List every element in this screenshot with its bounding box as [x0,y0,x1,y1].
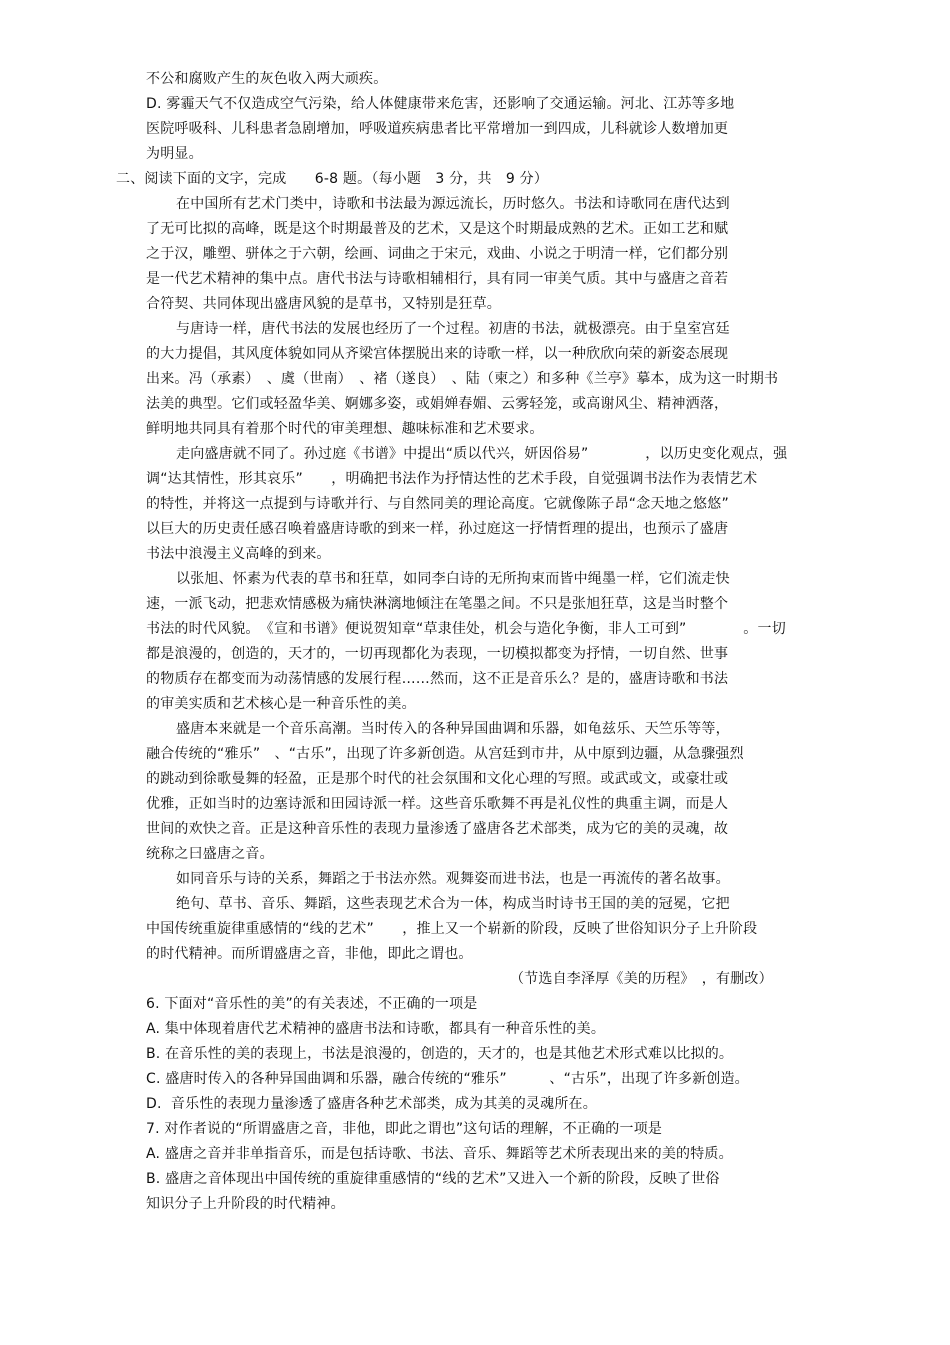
paragraph-line: 盛唐本来就是一个音乐高潮。当时传入的各种异国曲调和乐器，如龟兹乐、天竺乐等等， [176,721,730,737]
paragraph-line: 优雅，正如当时的边塞诗派和田园诗派一样。这些音乐歌舞不再是礼仪性的典重主调，而是人 [146,796,729,812]
paragraph-line: 世间的欢快之音。正是这种音乐性的表现力量渗透了盛唐各艺术部类，成为它的美的灵魂，故 [146,821,729,837]
paragraph-line: 鲜明地共同具有着那个时代的审美理想、趣味标准和艺术要求。 [146,421,544,437]
question-6-option-c: C. 盛唐时传入的各种异国曲调和乐器，融合传统的“雅乐” 、“古乐”，出现了许多新创造。 [146,1071,749,1087]
paragraph-line: 的审美实质和艺术核心是一种音乐性的美。 [146,696,416,712]
paragraph-line: 的特性，并将这一点提到与诗歌并行、与自然同美的理论高度。它就像陈子昂“念天地之悠悠” [146,496,729,512]
paragraph-line: 融合传统的“雅乐” 、“古乐”，出现了许多新创造。从宫廷到市井，从中原到边疆，从急骤强烈 [146,746,744,762]
text-line: 医院呼吸科、儿科患者急剧增加，呼吸道疾病患者比平常增加一到四成，儿科就诊人数增加更 [146,121,729,137]
question-7-option-a: A. 盛唐之音并非单指音乐，而是包括诗歌、书法、音乐、舞蹈等艺术所表现出来的美的特质。 [146,1146,733,1162]
paragraph-line: 中国传统重旋律重感情的“线的艺术” ，推上又一个崭新的阶段，反映了世俗知识分子上升阶段 [146,921,758,937]
paragraph-line: 的大力提倡，其风度体貌如同从齐梁宫体摆脱出来的诗歌一样，以一种欣欣向荣的新姿态展现 [146,346,729,362]
paragraph-line: 是一代艺术精神的集中点。唐代书法与诗歌相辅相行，具有同一审美气质。其中与盛唐之音若 [146,271,729,287]
paragraph-line: 以张旭、怀素为代表的草书和狂草，如同李白诗的无所拘束而皆中绳墨一样，它们流走快 [176,571,730,587]
paragraph-line: 之于汉，雕塑、骈体之于六朝，绘画、词曲之于宋元，戏曲、小说之于明清一样，它们都分别 [146,246,729,262]
option-d-line: D. 雾霾天气不仅造成空气污染，给人体健康带来危害，还影响了交通运输。河北、江苏等多地 [146,96,735,112]
paragraph-line: 与唐诗一样，唐代书法的发展也经历了一个过程。初唐的书法，就极漂亮。由于皇室宫廷 [176,321,730,337]
section-heading: 二、阅读下面的文字，完成 6-8 题。（每小题 3 分，共 9 分） [116,171,549,187]
paragraph-line: 速，一派飞动，把悲欢情感极为痛快淋漓地倾注在笔墨之间。不只是张旭狂草，这是当时整个 [146,596,729,612]
text-line: 不公和腐败产生的灰色收入两大顽疾。 [146,71,388,87]
paragraph-line: 了无可比拟的高峰，既是这个时期最普及的艺术，又是这个时期最成熟的艺术。正如工艺和赋 [146,221,729,237]
paragraph-line: 合符契、共同体现出盛唐风貌的是草书，又特别是狂草。 [146,296,501,312]
paragraph-line: 如同音乐与诗的关系，舞蹈之于书法亦然。观舞姿而进书法，也是一再流传的著名故事。 [176,871,730,887]
paragraph-line: 以巨大的历史责任感召唤着盛唐诗歌的到来一样，孙过庭这一抒情哲理的提出，也预示了盛唐 [146,521,729,537]
question-6-option-a: A. 集中体现着唐代艺术精神的盛唐书法和诗歌，都具有一种音乐性的美。 [146,1021,606,1037]
source-citation: （节选自李泽厚《美的历程》 ，有删改） [510,971,773,987]
paragraph-line: 调“达其情性，形其哀乐” ，明确把书法作为抒情达性的艺术手段，自觉强调书法作为表情艺术 [146,471,758,487]
paragraph-line: 书法的时代风貌。 《宣和书谱》便说贺知章“草隶佳处，机会与造化争衡，非人工可到” 。一切 [146,621,786,637]
paragraph-line: 的物质存在都变而为动荡情感的发展行程……然而，这不正是音乐么？是的，盛唐诗歌和书法 [146,671,729,687]
paragraph-line: 绝句、草书、音乐、舞蹈，这些表现艺术合为一体，构成当时诗书王国的美的冠冕，它把 [176,896,730,912]
question-7-stem: 7. 对作者说的“所谓盛唐之音，非他，即此之谓也”这句话的理解，不正确的一项是 [146,1121,663,1137]
paragraph-line: 法美的典型。它们或轻盈华美、婀娜多姿，或娟婵春媚、云雾轻笼，或高谢风尘、精神洒落， [146,396,729,412]
paragraph-line: 走向盛唐就不同了。孙过庭《书谱》中提出“质以代兴，妍因俗易” ，以历史变化观点，强 [176,446,788,462]
question-6-stem: 6. 下面对“音乐性的美”的有关表述，不正确的一项是 [146,996,478,1012]
paragraph-line: 在中国所有艺术门类中，诗歌和书法最为源远流长，历时悠久。书法和诗歌同在唐代达到 [176,196,730,212]
text-line: 为明显。 [146,146,203,162]
question-6-option-d: D. 音乐性的表现力量渗透了盛唐各种艺术部类，成为其美的灵魂所在。 [146,1096,597,1112]
paragraph-line: 的跳动到徐歌曼舞的轻盈，正是那个时代的社会氛围和文化心理的写照。或武或文，或豪壮或 [146,771,729,787]
question-6-option-b: B. 在音乐性的美的表现上，书法是浪漫的，创造的，天才的，也是其他艺术形式难以比拟的。 [146,1046,734,1062]
paragraph-line: 统称之曰盛唐之音。 [146,846,274,862]
paragraph-line: 的时代精神。而所谓盛唐之音，非他，即此之谓也。 [146,946,473,962]
question-7-option-b: B. 盛唐之音体现出中国传统的重旋律重感情的“线的艺术”又进入一个新的阶段，反映了世俗 [146,1171,720,1187]
question-7-option-b-cont: 知识分子上升阶段的时代精神。 [146,1196,345,1212]
paragraph-line: 都是浪漫的，创造的，天才的，一切再现都化为表现，一切模拟都变为抒情，一切自然、世事 [146,646,729,662]
paragraph-line: 出来。冯（承素） 、虞（世南） 、褚（遂良） 、陆（柬之）和多种《兰亭》摹本，成为这一时期书 [146,371,779,387]
paragraph-line: 书法中浪漫主义高峰的到来。 [146,546,331,562]
